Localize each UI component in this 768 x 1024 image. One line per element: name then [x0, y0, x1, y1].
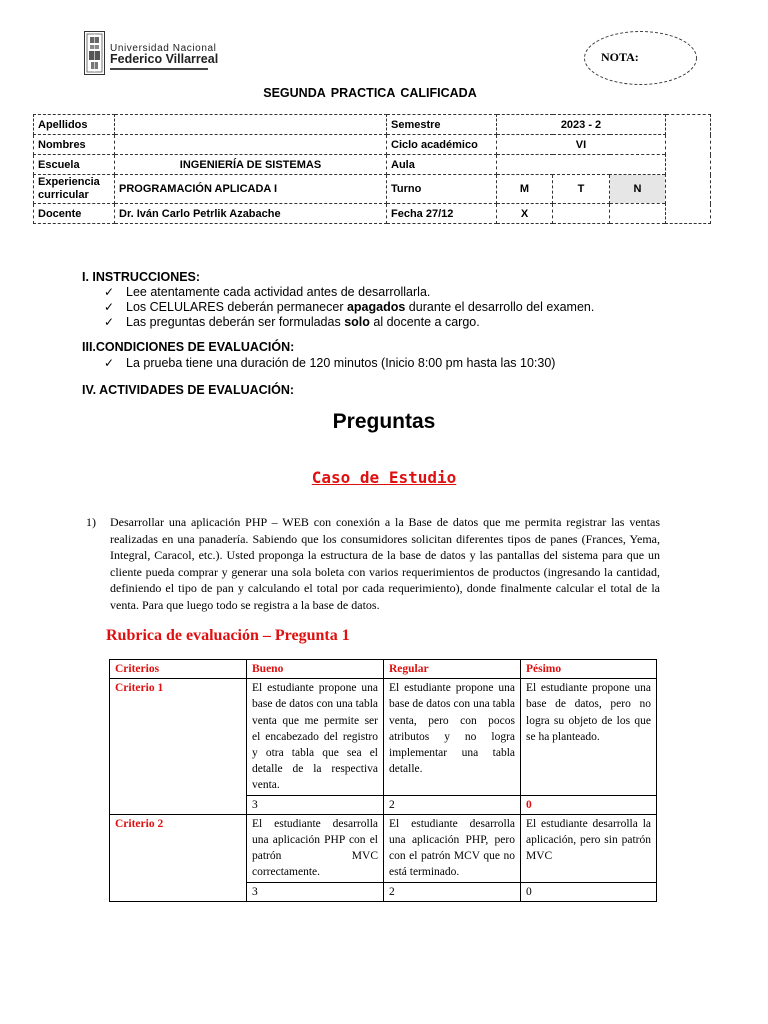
apellidos-field[interactable]	[115, 115, 387, 135]
checkmark-icon: ✓	[104, 356, 115, 370]
nombres-label: Nombres	[34, 135, 115, 155]
aula-field[interactable]	[497, 155, 666, 175]
escuela-label: Escuela	[34, 155, 115, 175]
university-name-line2: Federico Villarreal	[110, 52, 219, 66]
instruction-item-2: ✓ Los CELULARES deberán permanecer apagados durante el desarrollo del examen.	[104, 300, 595, 314]
actividades-heading: IV. ACTIVIDADES DE EVALUACIÓN:	[82, 383, 295, 397]
docente-label: Docente	[34, 204, 115, 224]
instruction-item-1: ✓ Lee atentamente cada actividad antes de desarrollarla.	[104, 285, 431, 299]
checkmark-icon: ✓	[104, 300, 115, 314]
criterio-2-score-bueno: 3	[247, 882, 384, 901]
escuela-value: INGENIERÍA DE SISTEMAS	[115, 155, 387, 175]
docente-value: Dr. Iván Carlo Petrlik Azabache	[115, 204, 387, 224]
condition-item-1: ✓ La prueba tiene una duración de 120 minutos (Inicio 8:00 pm hasta las 10:30)	[104, 356, 556, 370]
instrucciones-heading: I. INSTRUCCIONES:	[82, 270, 201, 284]
logo-underline	[110, 68, 208, 70]
criterio-2-score-pesimo: 0	[521, 882, 657, 901]
blank-right-column	[666, 115, 711, 224]
turno-m: M	[497, 175, 553, 204]
checkmark-icon: ✓	[104, 315, 115, 329]
criterio-2-score-regular: 2	[384, 882, 521, 901]
header-criterios: Criterios	[110, 660, 247, 679]
document-title: SEGUNDA PRACTICA CALIFICADA	[263, 86, 477, 100]
table-row	[110, 814, 657, 882]
criterio-1-score-bueno: 3	[247, 795, 384, 814]
question-text: Desarrollar una aplicación PHP – WEB con conexión a la Base de datos que me permita registrar las ventas realizadas en una panadería. Sabiendo que los consumidores solicitan diferentes tipos de panes (Frances, Yema, Integral, Caracol, etc.). Usted proponga la estructura de la base de datos y las pantallas del sistema para que un cliente pueda comprar y generar una sola boleta con varios requerimientos de productos (ingresando la cantidad, definiendo el tipo de pan y calculando el total por cada requerimiento), donde finalmente calcular el total de la venta. Para que luego todo se registra a la base de datos.	[110, 515, 660, 612]
turno-label: Turno	[387, 175, 497, 204]
header-regular: Regular	[384, 660, 521, 679]
criterio-1-bueno: El estudiante propone una base de datos con una tabla venta que me permite ser el encabezado del registro y otra tabla que sea el detalle de la respectiva venta.	[247, 679, 384, 795]
criterio-1-pesimo: El estudiante propone una base de datos, pero no logra su objeto de los que se ha planteado.	[521, 679, 657, 795]
criterio-2-regular: El estudiante desarrolla una aplicación PHP, pero con el patrón MCV que no está terminado.	[384, 814, 521, 882]
header-bueno: Bueno	[247, 660, 384, 679]
header-pesimo: Pésimo	[521, 660, 657, 679]
table-row	[110, 679, 657, 795]
student-info-table	[33, 114, 711, 224]
criterio-1-regular: El estudiante propone una base de datos con una tabla venta, pero con pocos atributos y no logra implementar una tabla detalle.	[384, 679, 521, 795]
experiencia-label: Experiencia curricular	[34, 175, 115, 204]
rubric-header-row	[110, 660, 657, 679]
criterio-2-bueno: El estudiante desarrolla una aplicación PHP con el patrón MVC correctamente.	[247, 814, 384, 882]
condiciones-heading: III.CONDICIONES DE EVALUACIÓN:	[82, 340, 295, 354]
turno-n: N	[610, 175, 666, 204]
semestre-value: 2023 - 2	[497, 115, 666, 135]
university-logo	[84, 31, 219, 75]
question-1	[86, 514, 660, 614]
turno-t: T	[553, 175, 610, 204]
rubrica-heading: Rubrica de evaluación – Pregunta 1	[106, 627, 350, 644]
checkmark-icon: ✓	[104, 285, 115, 299]
criterio-1-score-pesimo: 0	[521, 795, 657, 814]
semestre-label: Semestre	[387, 115, 497, 135]
preguntas-heading: Preguntas	[332, 410, 436, 433]
rubric-table	[109, 659, 657, 902]
ciclo-value: VI	[497, 135, 666, 155]
nombres-field[interactable]	[115, 135, 387, 155]
university-seal-icon	[84, 31, 105, 75]
ciclo-label: Ciclo académico	[387, 135, 497, 155]
fecha-blank-1	[553, 204, 610, 224]
fecha-mark: X	[497, 204, 553, 224]
criterio-2-label: Criterio 2	[110, 814, 247, 901]
aula-label: Aula	[387, 155, 497, 175]
apellidos-label: Apellidos	[34, 115, 115, 135]
instruction-item-3: ✓ Las preguntas deberán ser formuladas solo al docente a cargo.	[104, 315, 480, 329]
criterio-1-score-regular: 2	[384, 795, 521, 814]
question-number: 1)	[86, 515, 96, 529]
criterio-1-label: Criterio 1	[110, 679, 247, 815]
nota-label: NOTA:	[601, 50, 639, 64]
fecha-blank-2	[610, 204, 666, 224]
university-name-line1: Universidad Nacional	[110, 43, 217, 54]
caso-estudio-heading: Caso de Estudio	[311, 468, 457, 487]
criterio-2-pesimo: El estudiante desarrolla la aplicación, pero sin patrón MVC	[521, 814, 657, 882]
experiencia-value: PROGRAMACIÓN APLICADA I	[115, 175, 387, 204]
fecha-label: Fecha 27/12	[387, 204, 497, 224]
